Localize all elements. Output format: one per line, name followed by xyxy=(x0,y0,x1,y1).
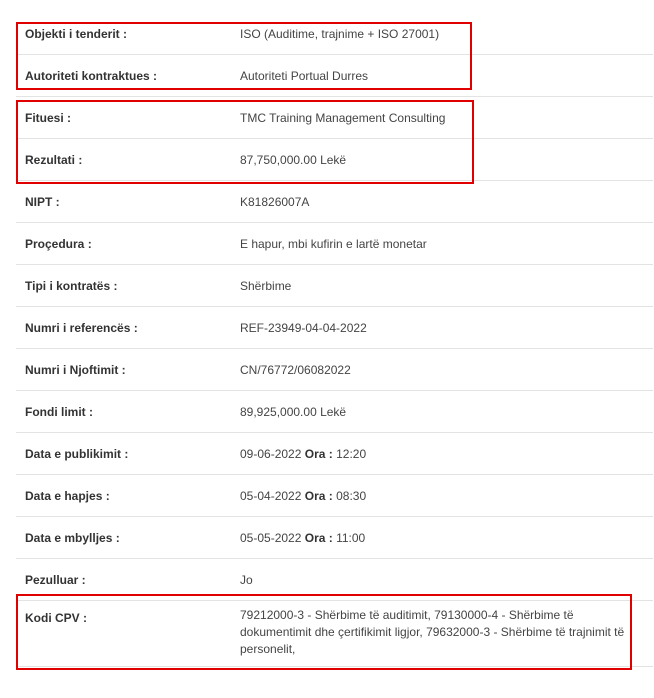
label-njoftimi: Numri i Njoftimit : xyxy=(25,363,126,377)
value-referenca: REF-23949-04-04-2022 xyxy=(240,321,367,335)
row-nipt xyxy=(16,181,653,223)
highlight-box-fituesi-rezultati xyxy=(16,100,474,184)
value-mbyllja xyxy=(240,531,365,545)
label-publikimi: Data e publikimit : xyxy=(25,447,129,461)
value-nipt: K81826007A xyxy=(240,195,310,209)
value-procedura: E hapur, mbi kufirin e lartë monetar xyxy=(240,237,427,251)
label-fituesi: Fituesi : xyxy=(25,111,72,125)
value-rezultati: 87,750,000.00 Lekë xyxy=(240,153,347,167)
row-fondi xyxy=(16,391,653,433)
highlight-box-kodi-cpv xyxy=(16,594,632,670)
value-fituesi: TMC Training Management Consulting xyxy=(240,111,446,125)
value-tipi: Shërbime xyxy=(240,279,292,293)
label-hapja: Data e hapjes : xyxy=(25,489,110,503)
row-hapja xyxy=(16,475,653,517)
value-hapja xyxy=(240,489,366,503)
ora-label: Ora : xyxy=(304,489,333,503)
highlight-box-objekti-autoriteti xyxy=(16,22,472,90)
value-fondi: 89,925,000.00 Lekë xyxy=(240,405,347,419)
label-objekti: Objekti i tenderit : xyxy=(25,27,128,41)
date-publikimi: 09-06-2022 xyxy=(240,447,302,461)
label-rezultati: Rezultati : xyxy=(25,153,83,167)
label-mbyllja: Data e mbylljes : xyxy=(25,531,120,545)
row-njoftimi xyxy=(16,349,653,391)
label-autoriteti: Autoriteti kontraktues : xyxy=(25,69,158,83)
value-autoriteti: Autoriteti Portual Durres xyxy=(240,69,369,83)
label-pezulluar: Pezulluar : xyxy=(25,573,86,587)
label-referenca: Numri i referencës : xyxy=(25,321,138,335)
date-mbyllja: 05-05-2022 xyxy=(240,531,302,545)
value-njoftimi: CN/76772/06082022 xyxy=(240,363,351,377)
label-procedura: Proçedura : xyxy=(25,237,92,251)
value-objekti: ISO (Auditime, trajnime + ISO 27001) xyxy=(240,27,440,41)
row-publikimi xyxy=(16,433,653,475)
label-kodi-cpv: Kodi CPV : xyxy=(25,611,87,625)
label-fondi: Fondi limit : xyxy=(25,405,93,419)
label-tipi: Tipi i kontratës : xyxy=(25,279,118,293)
row-referenca xyxy=(16,307,653,349)
date-hapja: 05-04-2022 xyxy=(240,489,302,503)
time-publikimi: 12:20 xyxy=(336,447,367,461)
row-procedura xyxy=(16,223,653,265)
time-hapja: 08:30 xyxy=(336,489,367,503)
row-tipi xyxy=(16,265,653,307)
value-kodi-cpv: 79212000-3 - Shërbime të auditimit, 79130000-4 - Shërbime të dokumentimit dhe çertifikimit ligjor, 79632000-3 - Shërbime të trajnimit të personelit, xyxy=(240,608,625,656)
value-pezulluar: Jo xyxy=(240,573,253,587)
ora-label: Ora : xyxy=(304,447,333,461)
label-nipt: NIPT : xyxy=(25,195,60,209)
time-mbyllja: 11:00 xyxy=(336,531,366,545)
row-mbyllja xyxy=(16,517,653,559)
ora-label: Ora : xyxy=(304,531,333,545)
value-publikimi xyxy=(240,447,366,461)
